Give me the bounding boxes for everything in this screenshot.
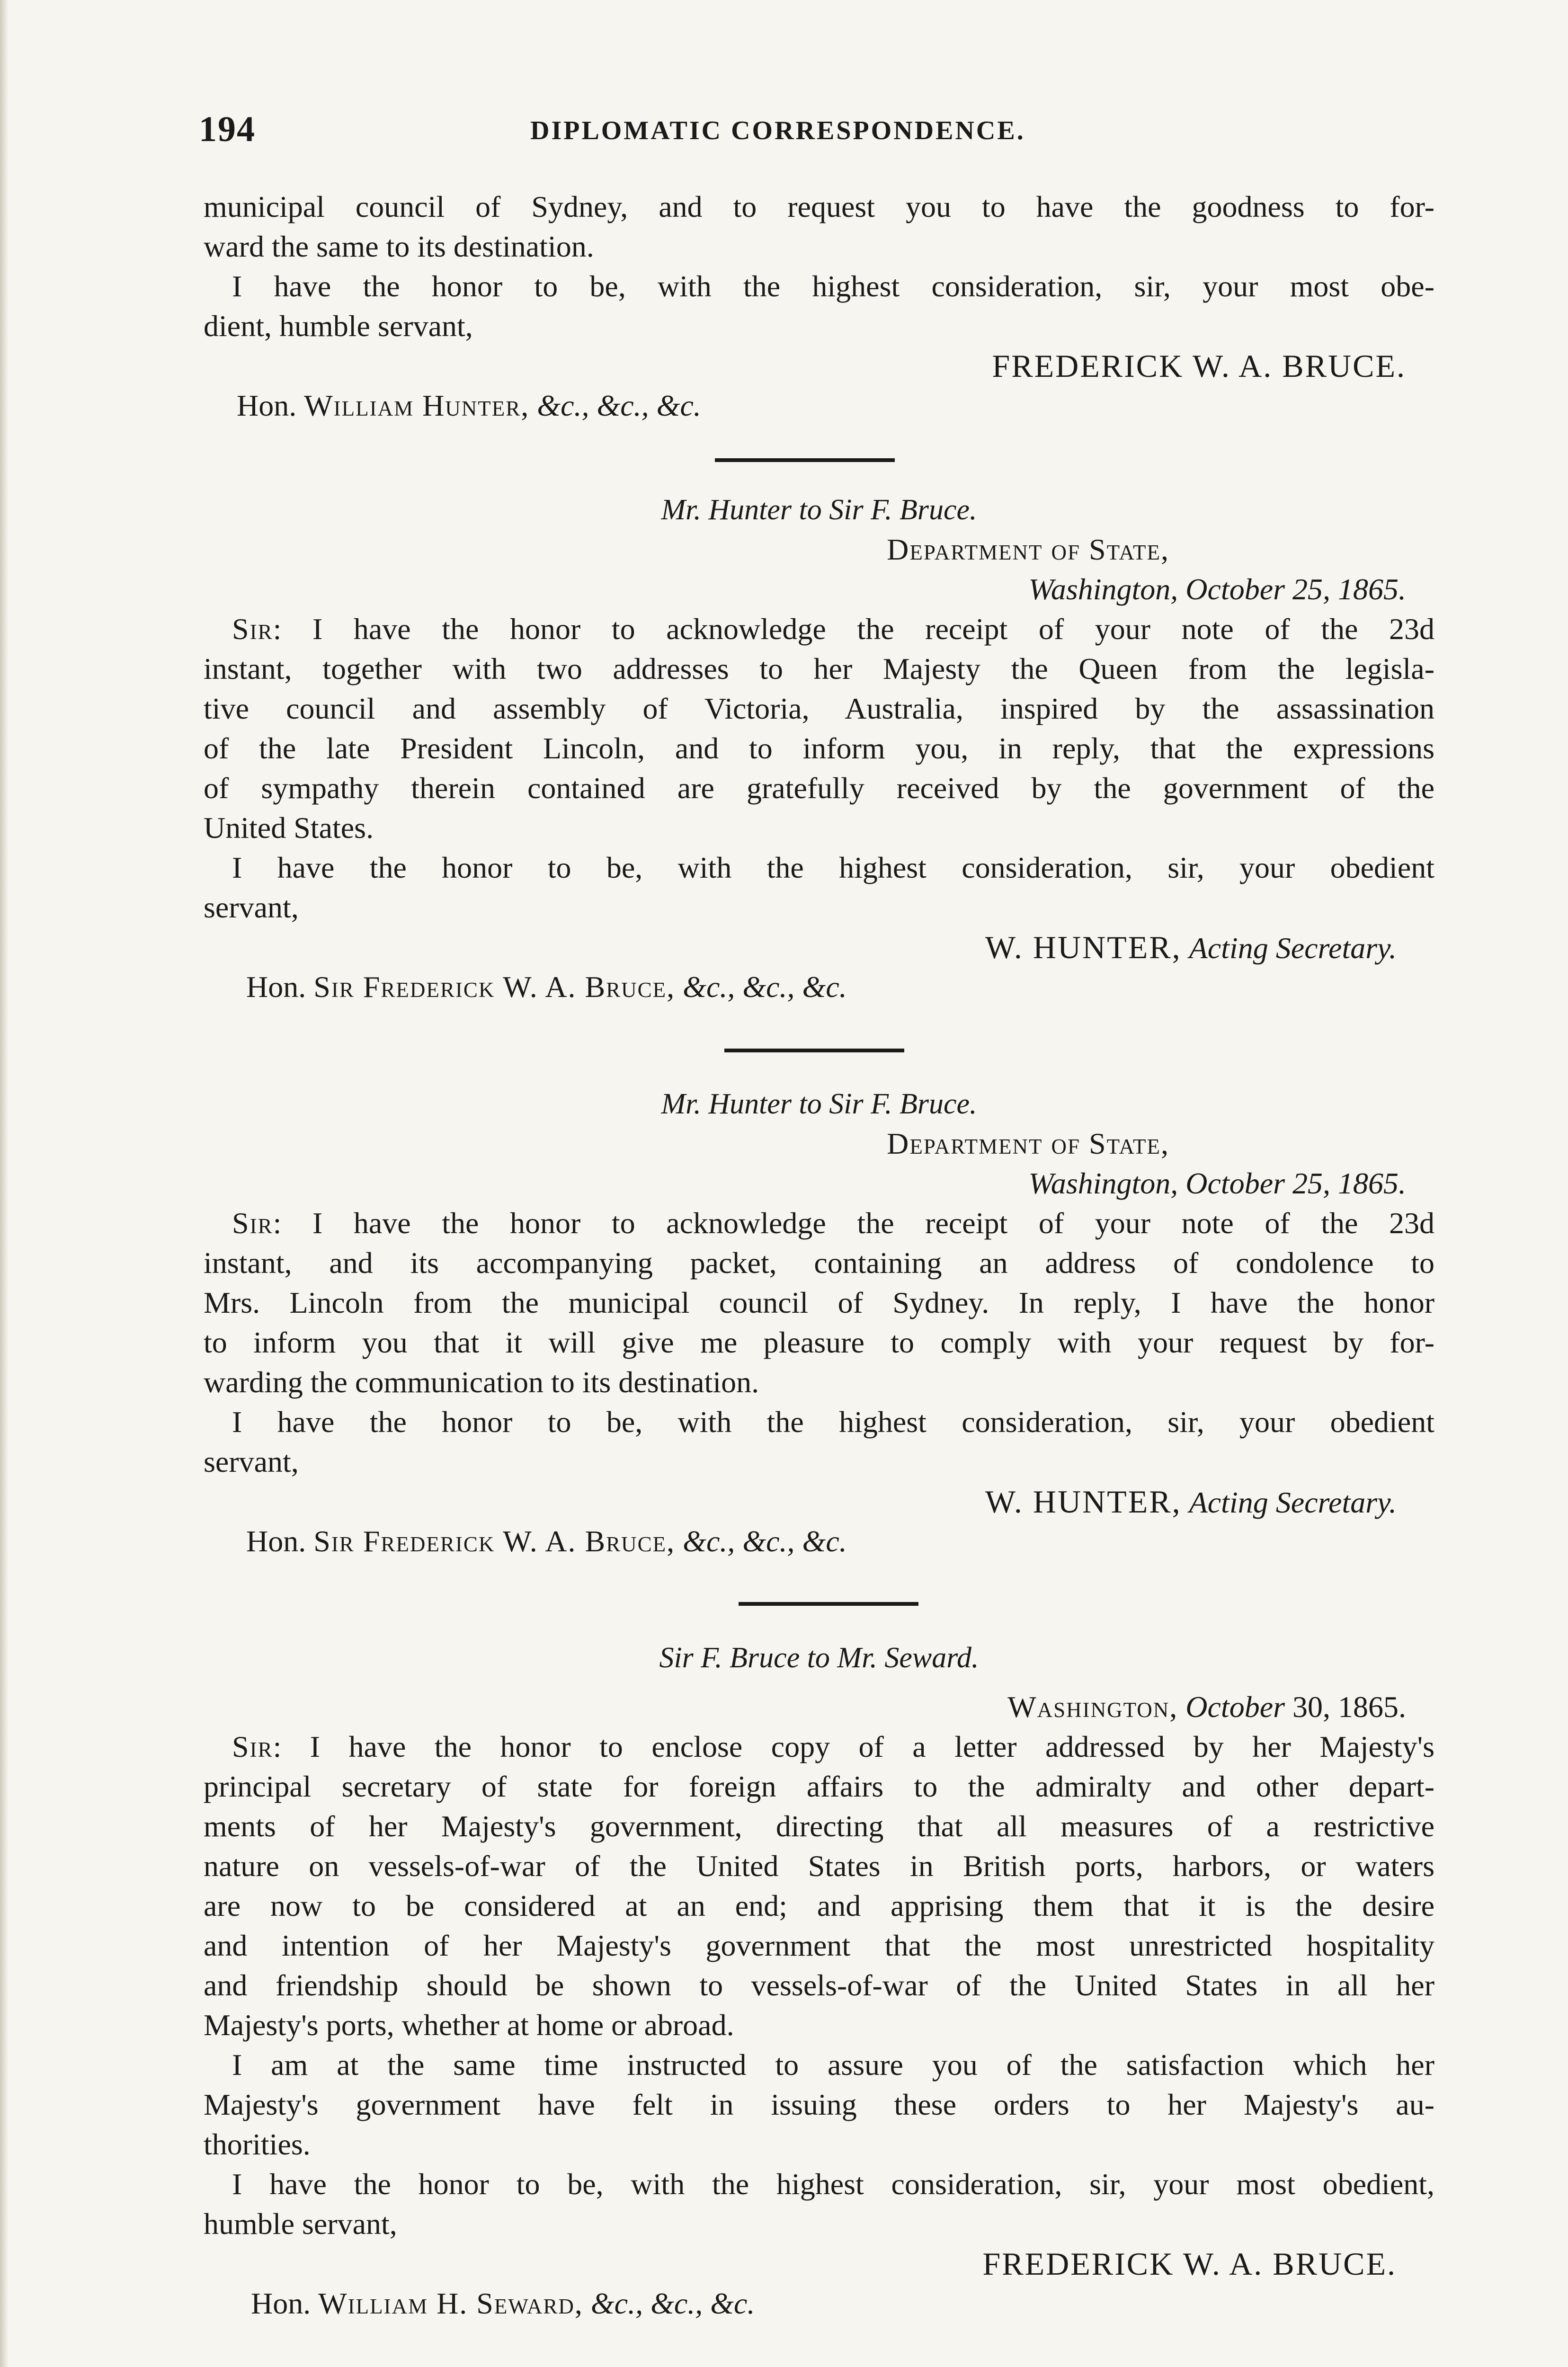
closing-line: I have the honor to be, with the highest consideration, sir, your most obe-	[232, 269, 1434, 303]
place: Washington,	[1028, 572, 1178, 606]
addressee-etc: &c., &c., &c.	[683, 970, 847, 1004]
body-line: are now to be considered at an end; and apprising them that it is the desire	[204, 1889, 1434, 1922]
addressee-name: Sir Frederick W. A. Bruce,	[313, 970, 676, 1004]
closing-line: I have the honor to be, with the highest consideration, sir, your obedient	[232, 851, 1434, 884]
separator-rule	[715, 458, 895, 462]
letter-heading: Sir F. Bruce to Mr. Seward.	[659, 1642, 979, 1674]
letter-intro	[204, 187, 1434, 426]
separator-rule	[739, 1602, 918, 1606]
page-number: 194	[199, 109, 256, 149]
addressee-name: Sir Frederick W. A. Bruce,	[313, 1524, 676, 1558]
letter-heading: Mr. Hunter to Sir F. Bruce.	[661, 494, 977, 526]
closing-line: I have the honor to be, with the highest consideration, sir, your most obedient,	[232, 2167, 1434, 2201]
addressee-name: William Hunter,	[304, 389, 530, 422]
signature: FREDERICK W. A. BRUCE.	[992, 348, 1406, 384]
place: Washington,	[1028, 1166, 1178, 1200]
body-line: ments of her Majesty's government, directing that all measures of a restrictive	[204, 1809, 1434, 1843]
letter-3	[204, 1638, 1434, 2323]
page-header	[199, 109, 1477, 151]
addressee: Hon. Sir Frederick W. A. Bruce, &c., &c., &c.	[246, 1524, 847, 1558]
text-line: municipal council of Sydney, and to request you to have the goodness to for-	[204, 190, 1434, 223]
addressee: Hon. William H. Seward, &c., &c., &c.	[251, 2287, 755, 2320]
letter-2	[204, 1084, 1434, 1561]
addressee-name: William H. Seward,	[318, 2287, 583, 2320]
body-line: to inform you that it will give me pleasure to comply with your request by for-	[204, 1326, 1434, 1359]
signature-title: Acting Secretary.	[1189, 931, 1397, 965]
body-line: and intention of her Majesty's government that the most unrestricted hospitality	[204, 1929, 1434, 1962]
department: Department of State,	[887, 1127, 1169, 1160]
letter-heading: Mr. Hunter to Sir F. Bruce.	[661, 1088, 977, 1120]
body-line: of sympathy therein contained are gratefully received by the government of the	[204, 771, 1434, 805]
department: Department of State,	[887, 533, 1169, 566]
signature: FREDERICK W. A. BRUCE.	[982, 2246, 1397, 2282]
body-line: instant, together with two addresses to her Majesty the Queen from the legisla-	[204, 652, 1434, 685]
addressee-etc: &c., &c., &c.	[590, 2287, 755, 2320]
date: October 25, 1865.	[1185, 1166, 1406, 1200]
body-line: tive council and assembly of Victoria, Australia, inspired by the assassination	[204, 692, 1434, 725]
closing-line: dient, humble servant,	[204, 309, 473, 343]
salutation: Sir	[232, 1730, 273, 1763]
body-line: Majesty's government have felt in issuing these orders to her Majesty's au-	[204, 2088, 1434, 2121]
closing-line: servant,	[204, 890, 299, 924]
body-line: Mrs. Lincoln from the municipal council of Sydney. In reply, I have the honor	[204, 1286, 1434, 1319]
salutation: Sir	[232, 1206, 273, 1240]
body-line: instant, and its accompanying packet, containing an address of condolence to	[204, 1246, 1434, 1280]
separator-rule	[724, 1049, 904, 1052]
addressee-prefix: Hon.	[237, 389, 297, 422]
addressee-etc: &c., &c., &c.	[537, 389, 701, 422]
signature: W. HUNTER, Acting Secretary.	[985, 929, 1397, 965]
letter-1	[204, 490, 1434, 1007]
addressee	[204, 386, 1434, 426]
closing-line: humble servant,	[204, 2207, 397, 2241]
body-line: Majesty's ports, whether at home or abroad.	[204, 2008, 734, 2042]
body-line: warding the communication to its destination.	[204, 1365, 759, 1399]
date: October 25, 1865.	[1185, 572, 1406, 606]
body-line: of the late President Lincoln, and to inform you, in reply, that the expressions	[204, 731, 1434, 765]
dateline	[204, 1687, 1434, 1727]
dateline	[204, 1164, 1434, 1203]
body-line: Sir: I have the honor to acknowledge the receipt of your note of the 23d	[232, 1206, 1434, 1240]
addressee: Hon. Sir Frederick W. A. Bruce, &c., &c., &c.	[246, 970, 847, 1004]
date-rest: 30, 1865.	[1292, 1690, 1406, 1724]
salutation: Sir	[232, 612, 273, 646]
running-title: DIPLOMATIC CORRESPONDENCE.	[530, 116, 1025, 145]
place: Washington,	[1007, 1690, 1178, 1724]
date-month: October	[1185, 1690, 1285, 1724]
body-line: nature on vessels-of-war of the United States in British ports, harbors, or waters	[204, 1849, 1434, 1883]
signature-title: Acting Secretary.	[1189, 1486, 1397, 1519]
dateline	[204, 570, 1434, 609]
body-line: I am at the same time instructed to assure you of the satisfaction which her	[232, 2048, 1434, 2082]
closing-line: servant,	[204, 1445, 299, 1478]
signature: W. HUNTER, Acting Secretary.	[985, 1484, 1397, 1520]
body-line: thorities.	[204, 2127, 311, 2161]
body-line: United States.	[204, 811, 374, 845]
body-line: Sir: I have the honor to acknowledge the receipt of your note of the 23d	[232, 612, 1434, 646]
text-line: ward the same to its destination.	[204, 230, 594, 263]
body-line: Sir: I have the honor to enclose copy of a letter addressed by her Majesty's	[232, 1730, 1434, 1763]
page-edge	[0, 0, 9, 2367]
addressee-etc: &c., &c., &c.	[683, 1524, 847, 1558]
body-line: and friendship should be shown to vessels-of-war of the United States in all her	[204, 1968, 1434, 2002]
body-line: principal secretary of state for foreign affairs to the admiralty and other depart-	[204, 1770, 1434, 1803]
closing-line: I have the honor to be, with the highest consideration, sir, your obedient	[232, 1405, 1434, 1439]
